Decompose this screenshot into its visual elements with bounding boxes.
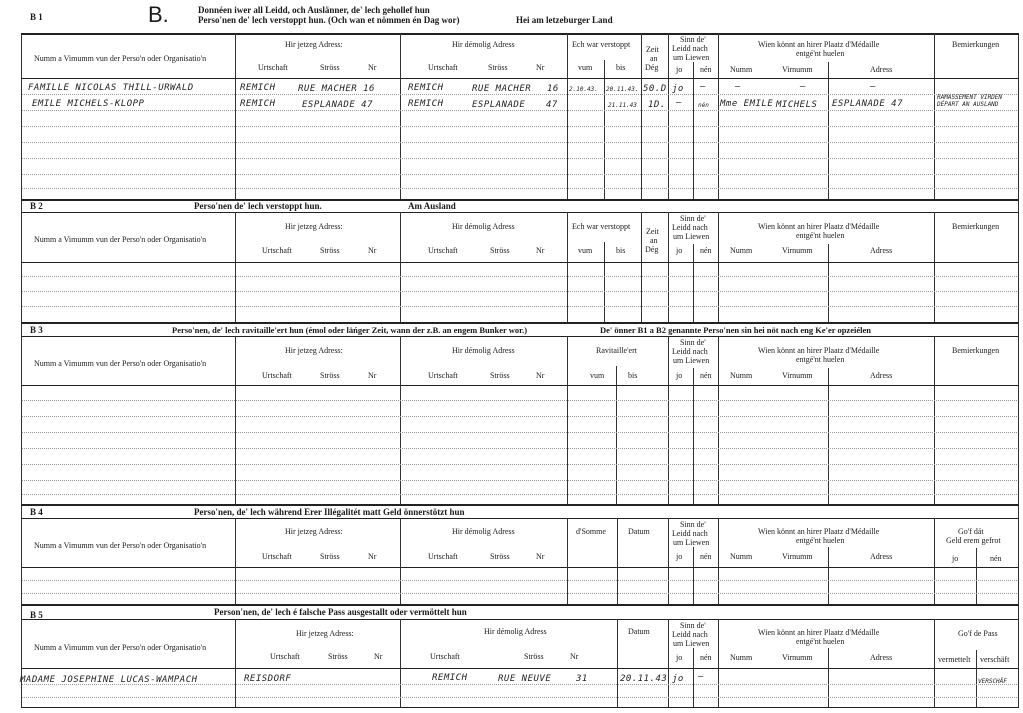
entry-former-nr: 47 <box>546 100 558 110</box>
col-m-addr: Adress <box>870 371 893 380</box>
page-title-right: Hei am letzeburger Land <box>516 15 613 25</box>
col-suffered: um Liewen <box>673 53 710 62</box>
col-money-returned: Go'f dát <box>958 527 984 536</box>
col-nr: Nr <box>368 63 377 72</box>
col-suffered: Sinn de' <box>680 214 706 223</box>
col-medal: entgé'nt huelen <box>796 49 845 58</box>
col-suffered: Leidd nach <box>672 630 708 639</box>
col-street: Ströss <box>490 371 510 380</box>
col-name-header: Numm a Vimumm vun der Perso'n oder Organisatio'n <box>34 541 207 550</box>
col-yes: jo <box>676 653 683 662</box>
section-title-b4: Perso'nen, de' lech während Erer Illégalitét matt Geld önnerstötzt hun <box>194 507 465 517</box>
section-code-b3: B 3 <box>30 325 43 335</box>
col-current-address: Hir jetzeg Adress: <box>296 629 354 638</box>
col-name-header: Numm a Vimumm vun der Perso'n oder Organisatio'n <box>34 54 207 63</box>
col-to: bis <box>628 371 638 380</box>
col-suffered: Leidd nach <box>672 223 708 232</box>
entry-from: 2.10.43. <box>569 86 598 93</box>
col-m-first: Virnumm <box>782 653 813 662</box>
col-locality: Urtschaft <box>270 652 300 661</box>
entry-former-street: RUE MACHER <box>472 84 532 94</box>
col-supplied: Ravitaille'ert <box>596 346 637 355</box>
col-current-address: Hir jetzeg Adress: <box>285 527 343 536</box>
col-time: Dég <box>645 245 659 254</box>
col-nr: Nr <box>536 63 545 72</box>
col-street: Ströss <box>320 246 340 255</box>
col-street: Ströss <box>320 552 340 561</box>
entry-no: nén <box>698 102 709 109</box>
col-former-address: Hir démolig Adress <box>452 346 515 355</box>
col-mediated: vermettelt <box>938 655 971 664</box>
col-suffered: Sinn de' <box>680 338 706 347</box>
entry-former-nr: 31 <box>576 674 588 684</box>
col-no: nén <box>700 653 712 662</box>
entry-former-locality: REMICH <box>408 83 444 93</box>
entry-name: EMILE MICHELS-KLOPP <box>32 99 145 109</box>
col-medal: entgé'nt huelen <box>796 536 845 545</box>
col-m-first: Virnumm <box>782 552 813 561</box>
col-suffered: Sinn de' <box>680 520 706 529</box>
col-remarks: Bemierkungen <box>952 346 1000 355</box>
col-former-address: Hir démolig Adress <box>452 527 515 536</box>
entry-yes: jo <box>672 674 684 684</box>
section-letter: B. <box>148 2 169 27</box>
entry-yes: jo <box>672 84 684 94</box>
col-nr: Nr <box>368 552 377 561</box>
col-passport: Go'f de Pass <box>958 629 998 638</box>
col-no: nén <box>700 65 712 74</box>
col-no: nén <box>700 552 712 561</box>
col-time: an <box>650 236 658 245</box>
col-yes: jo <box>676 371 683 380</box>
entry-medal-addr: ESPLANADE 47 <box>832 99 904 109</box>
col-suffered: Leidd nach <box>672 529 708 538</box>
page-title-line1: Donnéen iwer all Leidd, och Auslänner, de' lech gehollef hun <box>198 5 430 15</box>
col-m-first: Virnumm <box>782 246 813 255</box>
col-medal: entgé'nt huelen <box>796 231 845 240</box>
section-title-b3: Perso'nen, de' lech ravitaille'ert hun (émol oder läńger Zeit, wann der z.B. an engem Bunker wor.) <box>172 325 528 335</box>
col-m-name: Numm <box>730 65 753 74</box>
col-name-header: Numm a Vimumm vun der Perso'n oder Organisatio'n <box>34 359 207 368</box>
entry-date: 20.11.43 <box>620 674 668 684</box>
col-medal: Wien könnt an hirer Plaatz d'Médaille <box>758 628 880 637</box>
col-m-first: Virnumm <box>782 65 813 74</box>
col-yes: jo <box>952 554 959 563</box>
entry-medal-first: MICHELS <box>776 100 818 110</box>
col-street: Ströss <box>320 63 340 72</box>
col-current-address: Hir jetzeg Adress: <box>285 222 343 231</box>
entry-to: 20.11.43. <box>606 86 639 93</box>
col-nr: Nr <box>536 371 545 380</box>
col-remarks: Bemierkungen <box>952 222 1000 231</box>
col-locality: Urtschaft <box>428 552 458 561</box>
col-locality: Urtschaft <box>428 246 458 255</box>
section-title-right-b2: Am Ausland <box>408 201 456 211</box>
col-street: Ströss <box>328 652 348 661</box>
col-sold: verschäft <box>980 655 1010 664</box>
entry-remark: RAMASSEMENT VIRDEN DÉPART AN AUSLAND <box>937 94 1003 108</box>
col-street: Ströss <box>320 371 340 380</box>
entry-no: — <box>700 82 706 92</box>
section-title-right-b3: De' önner B1 a B2 genannte Perso'nen sin hei nöt nach eng Ke'er opzeiélen <box>600 325 871 335</box>
col-no: nén <box>700 246 712 255</box>
col-money-returned: Geld erem gefrot <box>946 536 1001 545</box>
col-current-address: Hir jetzeg Adress: <box>285 346 343 355</box>
col-m-name: Numm <box>730 246 753 255</box>
col-nr: Nr <box>570 652 579 661</box>
col-former-address: Hir démolig Adress <box>452 222 515 231</box>
col-former-address: Hir démolig Adress <box>452 40 515 49</box>
entry-former-locality: REMICH <box>408 99 444 109</box>
col-locality: Urtschaft <box>430 652 460 661</box>
col-locality: Urtschaft <box>258 63 288 72</box>
section-title-b2: Perso'nen de' lech verstoppt hun. <box>194 201 322 211</box>
col-nr: Nr <box>374 652 383 661</box>
col-m-addr: Adress <box>870 246 893 255</box>
col-to: bis <box>616 246 626 255</box>
col-locality: Urtschaft <box>262 246 292 255</box>
col-nr: Nr <box>368 371 377 380</box>
col-medal: entgé'nt huelen <box>796 355 845 364</box>
entry-former-nr: 16 <box>547 84 559 94</box>
col-m-addr: Adress <box>870 552 893 561</box>
col-suffered: um Liewen <box>673 639 710 648</box>
col-nr: Nr <box>536 246 545 255</box>
col-remarks: Bemierkungen <box>952 40 1000 49</box>
section-title-b5: Person'nen, de' lech é falsche Pass ausgestallt oder vermöttelt hun <box>214 607 467 617</box>
col-hidden: Ech war verstoppt <box>572 40 631 49</box>
entry-days: 50.D <box>643 84 667 94</box>
col-amount: d'Somme <box>576 527 606 536</box>
col-former-address: Hir démolig Adress <box>484 627 547 636</box>
entry-sold: VERSCHÄF <box>978 678 1007 685</box>
col-date: Datum <box>628 527 650 536</box>
entry-current-locality: REMICH <box>240 99 276 109</box>
section-code-b4: B 4 <box>30 507 43 517</box>
col-m-addr: Adress <box>870 653 893 662</box>
entry-yes: — <box>676 98 682 108</box>
col-m-name: Numm <box>730 653 753 662</box>
col-time: Dég <box>645 63 659 72</box>
col-suffered: Sinn de' <box>680 621 706 630</box>
col-m-first: Virnumm <box>782 371 813 380</box>
entry-name: MADAME JOSEPHINE LUCAS-WAMPACH <box>20 675 198 685</box>
col-suffered: um Liewen <box>673 356 710 365</box>
col-suffered: um Liewen <box>673 538 710 547</box>
col-street: Ströss <box>488 63 508 72</box>
col-suffered: Leidd nach <box>672 44 708 53</box>
col-locality: Urtschaft <box>262 552 292 561</box>
col-medal: Wien könnt an hirer Plaatz d'Médaille <box>758 346 880 355</box>
col-street: Ströss <box>490 552 510 561</box>
col-m-addr: Adress <box>870 65 893 74</box>
col-street: Ströss <box>524 652 544 661</box>
entry-no: — <box>698 672 704 682</box>
col-from: vum <box>578 246 593 255</box>
col-m-name: Numm <box>730 552 753 561</box>
entry-medal-first: — <box>800 82 806 92</box>
col-suffered: um Liewen <box>673 232 710 241</box>
col-no: nén <box>990 554 1002 563</box>
col-to: bis <box>616 63 626 72</box>
entry-former-locality: REMICH <box>432 673 468 683</box>
col-no: nén <box>700 371 712 380</box>
col-from: vum <box>590 371 605 380</box>
entry-days: 1D. <box>648 100 666 110</box>
col-from: vum <box>578 63 593 72</box>
col-medal: Wien könnt an hirer Plaatz d'Médaille <box>758 527 880 536</box>
col-locality: Urtschaft <box>428 63 458 72</box>
section-code-b2: B 2 <box>30 201 43 211</box>
entry-current-street: RUE MACHER 16 <box>298 84 375 94</box>
col-name-header: Numm a Vimumm vun der Perso'n oder Organisatio'n <box>34 643 207 652</box>
col-street: Ströss <box>490 246 510 255</box>
col-locality: Urtschaft <box>428 371 458 380</box>
entry-former-street: ESPLANADE <box>472 100 526 110</box>
col-suffered: Leidd nach <box>672 347 708 356</box>
col-nr: Nr <box>368 246 377 255</box>
col-medal: entgé'nt huelen <box>796 637 845 646</box>
entry-current-street: ESPLANADE 47 <box>302 100 374 110</box>
section-code-b5: B 5 <box>30 610 43 620</box>
col-time: Zeit <box>646 227 659 236</box>
entry-to: 21.11.43 <box>608 102 637 109</box>
col-date: Datum <box>628 627 650 636</box>
col-current-address: Hir jetzeg Adress: <box>285 40 343 49</box>
col-time: an <box>650 54 658 63</box>
entry-name: FAMILLE NICOLAS THILL-URWALD <box>28 83 194 93</box>
col-suffered: Sinn de' <box>680 35 706 44</box>
col-locality: Urtschaft <box>262 371 292 380</box>
entry-medal-name: — <box>735 82 741 92</box>
col-yes: jo <box>676 65 683 74</box>
col-yes: jo <box>676 246 683 255</box>
entry-current-locality: REISDORF <box>244 674 292 684</box>
col-medal: Wien könnt an hirer Plaatz d'Médaille <box>758 222 880 231</box>
col-hidden: Ech war verstoppt <box>572 222 631 231</box>
col-time: Zeit <box>646 45 659 54</box>
entry-former-street: RUE NEUVE <box>498 674 552 684</box>
entry-medal-addr: — <box>870 82 876 92</box>
entry-current-locality: REMICH <box>240 83 276 93</box>
col-name-header: Numm a Vimumm vun der Perso'n oder Organisatio'n <box>34 235 207 244</box>
col-m-name: Numm <box>730 371 753 380</box>
col-yes: jo <box>676 552 683 561</box>
col-medal: Wien könnt an hirer Plaatz d'Médaille <box>758 40 880 49</box>
col-nr: Nr <box>536 552 545 561</box>
page-title-line2: Perso'nen de' lech verstoppt hun. (Och wan et nömmen én Dag wor) <box>198 15 460 25</box>
section-code-b1: B 1 <box>30 12 43 22</box>
entry-medal-name: Mme EMILE <box>720 99 774 109</box>
